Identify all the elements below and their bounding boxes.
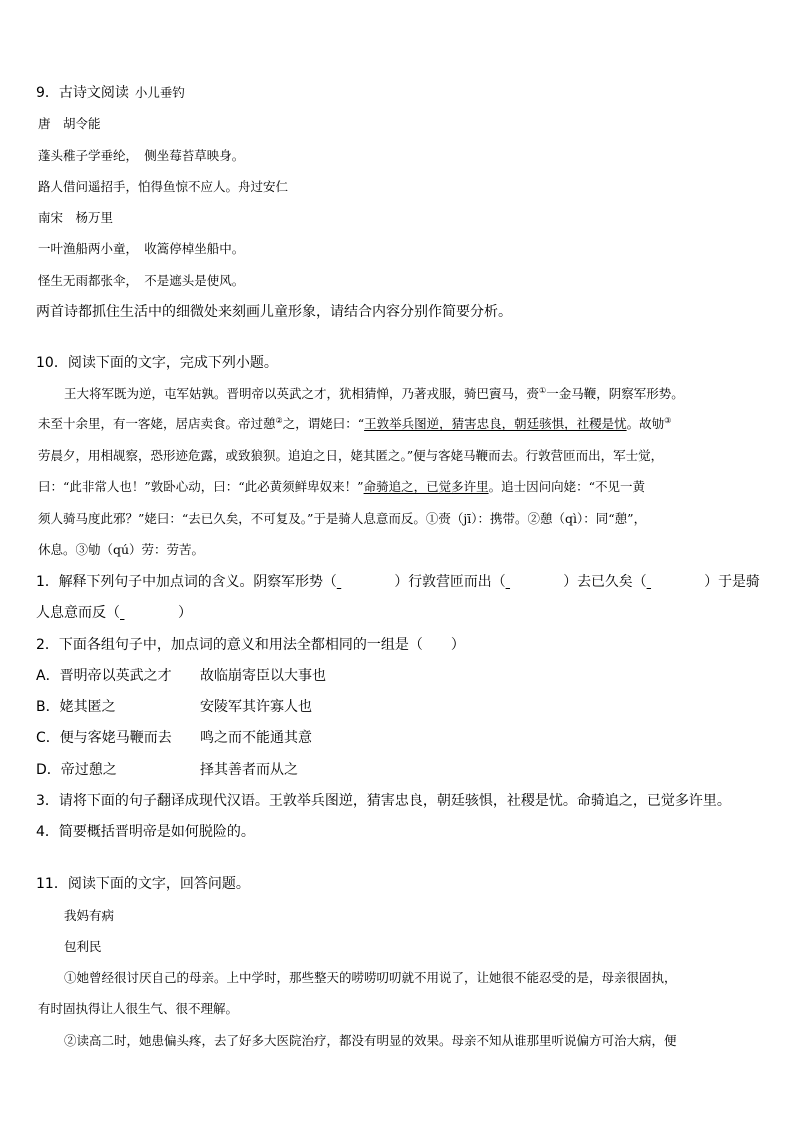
q10-subquestion-2: 2．下面各组句子中，加点词的意义和用法全都相同的一组是（ ）	[36, 637, 465, 653]
option-c[interactable]: C．便与客姥马鞭而去 鸣之而不能通其意	[36, 730, 312, 746]
poem2-line-2: 怪生无雨都张伞， 不是遮头是使风。	[38, 273, 245, 288]
option-d[interactable]: D．帝过憩之 择其善者而从之	[36, 762, 298, 778]
poem2-author: 南宋 杨万里	[38, 210, 114, 225]
answer-blank[interactable]	[120, 605, 178, 621]
q10-passage-line-3: 劳晨夕，用相觇察，恐形迹危露，或致狼狈。追迫之日，姥其匿之。”便与客姥马鞭而去。行敦营匝而出，军士觉，	[38, 448, 664, 463]
answer-blank[interactable]	[647, 574, 705, 590]
q11-paragraph-2: ②读高二时，她患偏头疼，去了好多大医院治疗，都没有明显的效果。母亲不知从谁那里听说偏方可治大病，便	[64, 1033, 677, 1048]
poem1-line-1: 蓬头稚子学垂纶， 侧坐莓苔草映身。	[38, 148, 245, 163]
option-a[interactable]: A．晋明帝以英武之才 故临崩寄臣以大事也	[36, 668, 326, 684]
q9-header: 9．古诗文阅读 小儿垂钓	[36, 85, 185, 101]
q11-article-author: 包利民	[64, 939, 102, 954]
answer-blank[interactable]	[506, 574, 564, 590]
q10-subquestion-1: 1．解释下列句子中加点词的含义。阴察军形势（ ）行敦营匝而出（ ）去已久矣（ ）于是骑	[36, 574, 760, 590]
q11-article-title: 我妈有病	[64, 908, 115, 923]
q9-question: 两首诗都抓住生活中的细微处来刻画儿童形象，请结合内容分别作简要分析。	[36, 304, 512, 320]
q10-passage-line-1: 王大将军既为逆，屯军姑孰。晋明帝以英武之才，犹相猜惮，乃著戎服，骑巴賨马，赍①一金马鞭，阴察军形势。	[64, 385, 684, 401]
poem2-line-1: 一叶渔船两小童， 收篙停棹坐船中。	[38, 241, 245, 256]
q10-passage-line-2: 未至十余里，有一客姥，居店卖食。帝过憩②之，谓姥曰：“王敦举兵图逆，猜害忠良，朝廷骇惧，社稷是忧。故劬③	[38, 415, 672, 431]
q10-passage-line-6: 休息。③劬（qú）劳：劳苦。	[38, 542, 205, 557]
q10-subquestion-4: 4．简要概括晋明帝是如何脱险的。	[36, 824, 255, 840]
q10-passage-line-5: 须人骑马度此邪？”姥曰：“去已久矣，不可复及。”于是骑人息意而反。①赍（jī）：携带。②憩（qì）：同“憩”，	[38, 511, 647, 526]
q11-paragraph-1-cont: 有时固执得让人很生气、很不理解。	[38, 1001, 239, 1016]
poem1-line-2: 路人借问遥招手，怕得鱼惊不应人。舟过安仁	[38, 179, 289, 194]
poem1-author: 唐 胡令能	[38, 116, 101, 131]
q10-subquestion-1-cont: 人息意而反（ ）	[36, 605, 192, 621]
option-b[interactable]: B．姥其匿之 安陵军其许寡人也	[36, 699, 312, 715]
q11-paragraph-1: ①她曾经很讨厌自己的母亲。上中学时，那些整天的唠唠叨叨就不用说了，让她很不能忍受的是，母亲很固执，	[64, 970, 677, 985]
q10-subquestion-3: 3．请将下面的句子翻译成现代汉语。王敦举兵图逆，猜害忠良，朝廷骇惧，社稷是忧。命骑追之，已觉多许里。	[36, 793, 731, 809]
q11-header: 11．阅读下面的文字，回答问题。	[36, 876, 250, 892]
q10-header: 10．阅读下面的文字，完成下列小题。	[36, 355, 278, 371]
answer-blank[interactable]	[337, 574, 395, 590]
q10-passage-line-4: 曰：“此非常人也！”敦卧心动，曰：“此必黄须鲜卑奴来！”命骑追之，已觉多许里。追士因问向姥：“不见一黄	[38, 479, 645, 494]
